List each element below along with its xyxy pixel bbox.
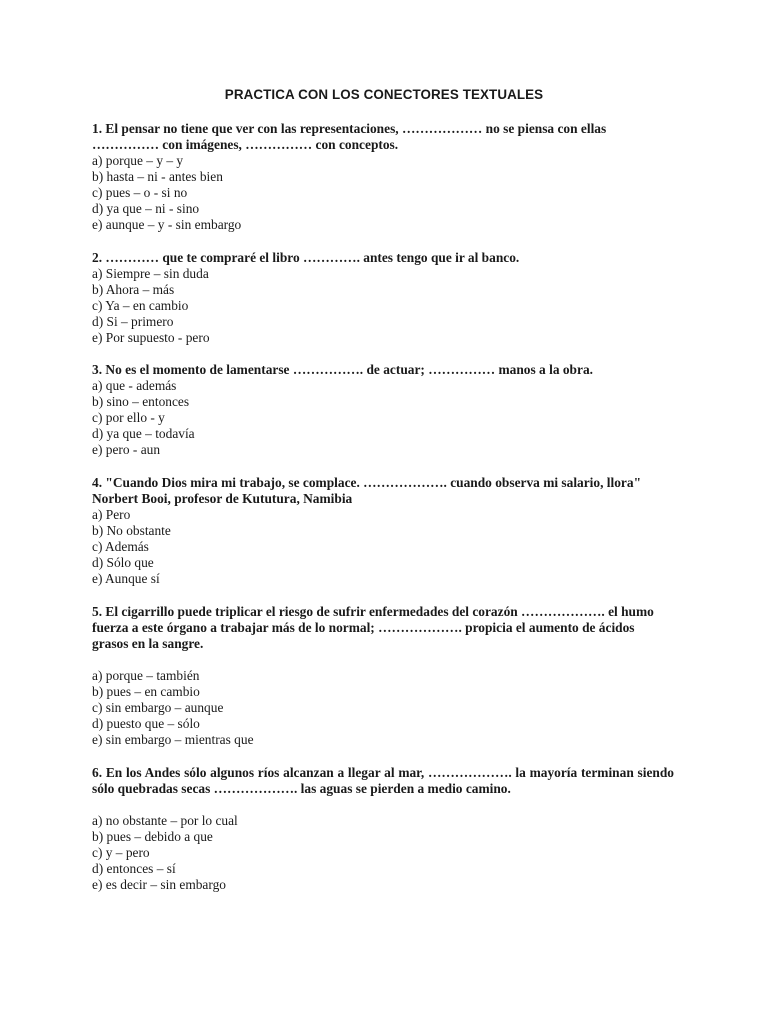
- question-number: 5.: [92, 604, 103, 619]
- option-e: e) aunque – y - sin embargo: [92, 217, 242, 232]
- question-text: "Cuando Dios mira mi trabajo, se complace. ………………. cuando observa mi salario, llora" Norbert Booi, profesor de Kututura, Namibia: [92, 475, 641, 506]
- question-text: ………… que te compraré el libro …………. antes tengo que ir al banco.: [105, 250, 520, 265]
- options-list: [92, 378, 674, 458]
- option-c: c) sin embargo – aunque: [92, 700, 224, 715]
- option-c: c) Ya – en cambio: [92, 298, 189, 313]
- question-1: [92, 121, 674, 233]
- question-number: 4.: [92, 475, 103, 490]
- option-e: e) Por supuesto - pero: [92, 330, 210, 345]
- option-e: e) pero - aun: [92, 442, 161, 457]
- option-e: e) sin embargo – mientras que: [92, 732, 254, 747]
- option-b: b) hasta – ni - antes bien: [92, 169, 223, 184]
- option-d: d) ya que – ni - sino: [92, 201, 200, 216]
- option-d: d) Si – primero: [92, 314, 174, 329]
- question-stem: [92, 475, 674, 507]
- option-a: a) no obstante – por lo cual: [92, 813, 238, 828]
- question-stem: [92, 121, 674, 153]
- option-d: d) ya que – todavía: [92, 426, 195, 441]
- option-a: a) porque – y – y: [92, 153, 184, 168]
- option-a: a) que - además: [92, 378, 177, 393]
- option-e: e) Aunque sí: [92, 571, 160, 586]
- question-6: [92, 765, 674, 893]
- option-b: b) pues – en cambio: [92, 684, 200, 699]
- question-2: [92, 250, 674, 346]
- option-a: a) Pero: [92, 507, 131, 522]
- question-number: 1.: [92, 121, 103, 136]
- option-a: a) Siempre – sin duda: [92, 266, 209, 281]
- options-list: [92, 507, 674, 587]
- option-b: b) Ahora – más: [92, 282, 175, 297]
- options-list: [92, 668, 674, 748]
- page-title: PRACTICA CON LOS CONECTORES TEXTUALES: [224, 87, 544, 102]
- option-b: b) pues – debido a que: [92, 829, 213, 844]
- option-b: b) sino – entonces: [92, 394, 190, 409]
- question-number: 6.: [92, 765, 103, 780]
- options-list: [92, 266, 674, 346]
- question-text: El cigarrillo puede triplicar el riesgo de sufrir enfermedades del corazón ………………. el humo fuerza a este órgano a trabajar más de lo normal; ………………. propicia el aumento de ácidos grasos en la sangre.: [92, 604, 654, 651]
- question-text: El pensar no tiene que ver con las representaciones, ……………… no se piensa con ellas …………… con imágenes, …………… con conceptos.: [92, 121, 607, 152]
- question-number: 3.: [92, 362, 103, 377]
- option-d: d) puesto que – sólo: [92, 716, 200, 731]
- question-3: [92, 362, 674, 458]
- question-number: 2.: [92, 250, 103, 265]
- option-c: c) y – pero: [92, 845, 150, 860]
- question-text: No es el momento de lamentarse ……………. de actuar; …………… manos a la obra.: [105, 362, 593, 377]
- option-e: e) es decir – sin embargo: [92, 877, 226, 892]
- question-stem: [92, 765, 674, 797]
- question-stem: [92, 362, 674, 378]
- option-d: d) entonces – sí: [92, 861, 176, 876]
- question-4: [92, 475, 674, 587]
- option-c: c) pues – o - si no: [92, 185, 188, 200]
- option-c: c) por ello - y: [92, 410, 165, 425]
- option-a: a) porque – también: [92, 668, 200, 683]
- options-list: [92, 153, 674, 233]
- question-stem: [92, 604, 674, 652]
- question-5: [92, 604, 674, 748]
- option-b: b) No obstante: [92, 523, 171, 538]
- question-text: En los Andes sólo algunos ríos alcanzan a llegar al mar, ………………. la mayoría terminan siendo sólo quebradas secas ………………. las aguas se pierden a medio camino.: [92, 765, 674, 796]
- question-stem: [92, 250, 674, 266]
- option-d: d) Sólo que: [92, 555, 154, 570]
- options-list: [92, 813, 674, 893]
- option-c: c) Además: [92, 539, 149, 554]
